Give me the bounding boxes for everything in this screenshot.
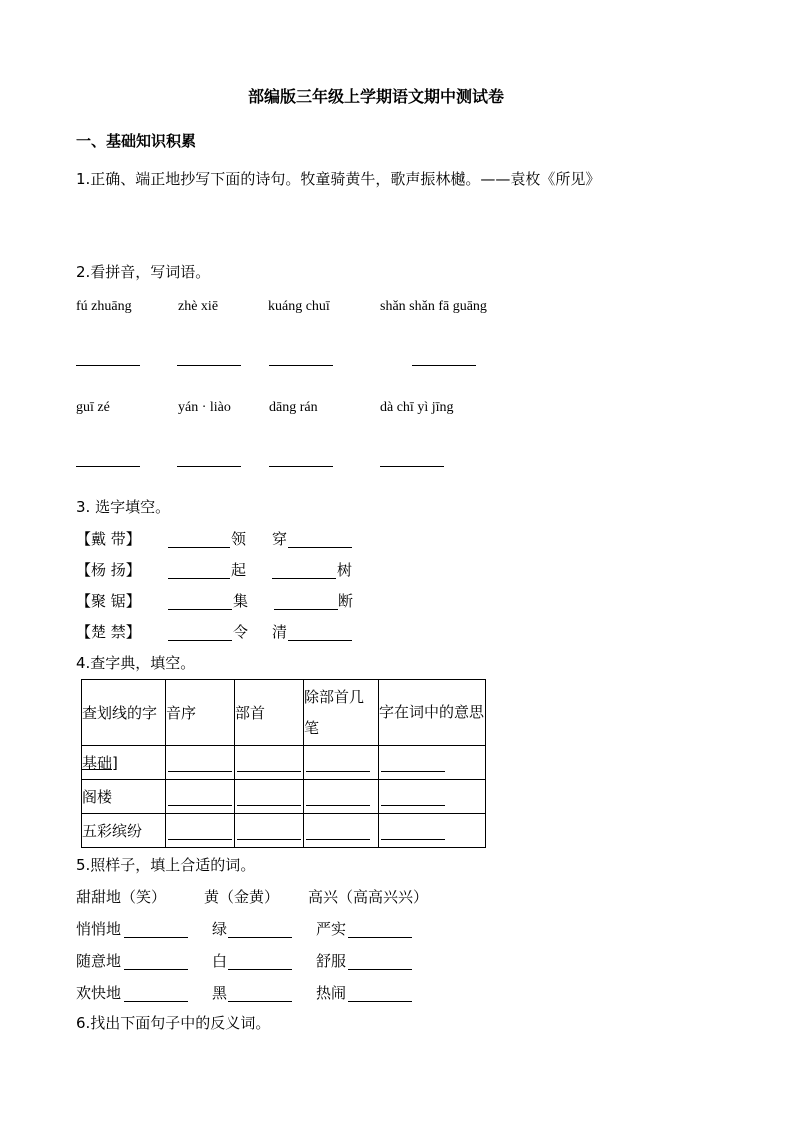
answer-blank[interactable] xyxy=(381,771,445,772)
answer-blank[interactable] xyxy=(348,1001,412,1002)
answer-blank[interactable] xyxy=(288,640,352,641)
answer-blank[interactable] xyxy=(306,771,370,772)
choice-word: 领 xyxy=(231,530,247,548)
table-header: 除部首几笔 xyxy=(304,680,379,746)
pinyin-2: zhè xiē xyxy=(178,299,219,314)
example-word: 高兴（高高兴兴） xyxy=(308,888,429,906)
choice-word: 树 xyxy=(337,561,353,579)
pinyin-8: dà chī yì jīng xyxy=(380,400,454,415)
answer-blank[interactable] xyxy=(228,1001,292,1002)
choice-word: 令 xyxy=(233,623,249,641)
word-prompt: 舒服 xyxy=(316,952,347,970)
answer-blank[interactable] xyxy=(348,937,412,938)
answer-blank[interactable] xyxy=(168,609,232,610)
question-4: 4.查字典，填空。 xyxy=(76,654,196,672)
answer-blank[interactable] xyxy=(168,805,232,806)
dictionary-table xyxy=(81,679,486,848)
table-header: 查划线的字 xyxy=(82,680,166,746)
answer-blank[interactable] xyxy=(237,805,301,806)
answer-blank[interactable] xyxy=(124,937,188,938)
pinyin-6: yán · liào xyxy=(178,400,231,415)
pinyin-4: shǎn shǎn fā guāng xyxy=(380,299,487,314)
answer-blank[interactable] xyxy=(76,466,140,467)
example-word: 甜甜地（笑） xyxy=(76,888,167,906)
table-cell-word: 基础] xyxy=(82,746,166,780)
pinyin-3: kuáng chuī xyxy=(268,299,330,314)
word-prompt: 悄悄地 xyxy=(76,920,122,938)
answer-blank[interactable] xyxy=(306,839,370,840)
choice-word: 起 xyxy=(231,561,247,579)
answer-blank[interactable] xyxy=(381,839,445,840)
answer-blank[interactable] xyxy=(168,640,232,641)
table-cell-word: 阁楼 xyxy=(82,780,166,814)
word-prompt: 白 xyxy=(212,952,228,970)
choice-word: 断 xyxy=(338,592,354,610)
answer-blank[interactable] xyxy=(168,578,230,579)
choice-word: 清 xyxy=(272,623,288,641)
table-row xyxy=(82,780,486,814)
answer-blank[interactable] xyxy=(124,1001,188,1002)
answer-blank[interactable] xyxy=(272,578,336,579)
answer-blank[interactable] xyxy=(228,937,292,938)
section-heading: 一、基础知识积累 xyxy=(76,132,197,150)
word-prompt: 绿 xyxy=(212,920,228,938)
pinyin-7: dāng rán xyxy=(269,400,318,415)
answer-blank[interactable] xyxy=(228,969,292,970)
choice-bracket: 【戴 带】 xyxy=(76,530,141,548)
table-header: 音序 xyxy=(166,680,235,746)
answer-blank[interactable] xyxy=(237,771,301,772)
question-1: 1.正确、端正地抄写下面的诗句。牧童骑黄牛，歌声振林樾。——袁枚《所见》 xyxy=(76,170,601,188)
answer-blank[interactable] xyxy=(168,839,232,840)
choice-bracket: 【杨 扬】 xyxy=(76,561,141,579)
answer-blank[interactable] xyxy=(274,609,338,610)
answer-blank[interactable] xyxy=(412,365,476,366)
word-prompt: 热闹 xyxy=(316,984,347,1002)
table-header: 部首 xyxy=(235,680,304,746)
answer-blank[interactable] xyxy=(168,547,230,548)
answer-blank[interactable] xyxy=(380,466,444,467)
choice-bracket: 【楚 禁】 xyxy=(76,623,141,641)
answer-blank[interactable] xyxy=(269,466,333,467)
example-word: 黄（金黄） xyxy=(204,888,280,906)
table-row xyxy=(82,814,486,848)
word-prompt: 随意地 xyxy=(76,952,122,970)
answer-blank[interactable] xyxy=(76,365,140,366)
answer-blank[interactable] xyxy=(288,547,352,548)
word-prompt: 欢快地 xyxy=(76,984,122,1002)
answer-blank[interactable] xyxy=(237,839,301,840)
table-header: 字在词中的意思 xyxy=(379,680,486,746)
pinyin-1: fú zhuāng xyxy=(76,299,132,314)
answer-blank[interactable] xyxy=(306,805,370,806)
question-2: 2.看拼音，写词语。 xyxy=(76,263,211,281)
answer-blank[interactable] xyxy=(177,365,241,366)
choice-bracket: 【聚 锯】 xyxy=(76,592,141,610)
question-5: 5.照样子，填上合适的词。 xyxy=(76,856,256,874)
word-prompt: 严实 xyxy=(316,920,347,938)
word-prompt: 黑 xyxy=(212,984,228,1002)
table-row xyxy=(82,746,486,780)
table-cell-word: 五彩缤纷 xyxy=(82,814,166,848)
answer-blank[interactable] xyxy=(348,969,412,970)
page-title: 部编版三年级上学期语文期中测试卷 xyxy=(248,87,505,106)
question-3: 3. 选字填空。 xyxy=(76,498,171,516)
choice-word: 集 xyxy=(233,592,249,610)
answer-blank[interactable] xyxy=(124,969,188,970)
question-6: 6.找出下面句子中的反义词。 xyxy=(76,1014,271,1032)
choice-word: 穿 xyxy=(272,530,288,548)
answer-blank[interactable] xyxy=(177,466,241,467)
answer-blank[interactable] xyxy=(381,805,445,806)
answer-blank[interactable] xyxy=(168,771,232,772)
pinyin-5: guī zé xyxy=(76,400,110,415)
answer-blank[interactable] xyxy=(269,365,333,366)
